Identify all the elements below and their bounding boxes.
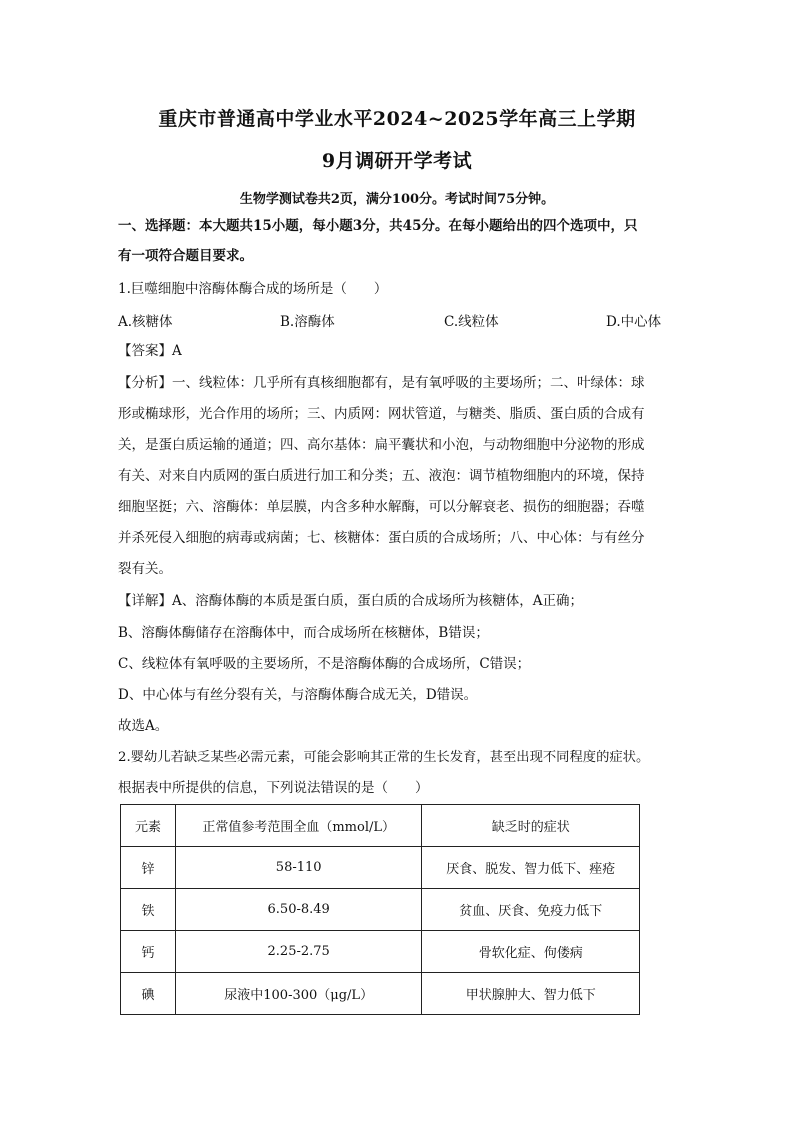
table-cell: 58-110	[175, 847, 422, 889]
table-header-cell: 元素	[121, 805, 176, 847]
option-b: B.溶酶体	[280, 314, 335, 330]
detail-line: D、中心体与有丝分裂有关，与溶酶体酶合成无关，D错误。	[118, 687, 478, 703]
exam-title-line1: 重庆市普通高中学业水平2024~2025学年高三上学期	[158, 108, 636, 130]
exam-title-line2: 9月调研开学考试	[321, 150, 473, 172]
table-cell: 2.25-2.75	[175, 931, 422, 973]
option-a: A.核糖体	[118, 314, 173, 330]
table-cell: 6.50-8.49	[175, 889, 422, 931]
table-header-cell: 缺乏时的症状	[422, 805, 640, 847]
detail-line: 故选A。	[118, 718, 169, 734]
detail-line: C、线粒体有氧呼吸的主要场所，不是溶酶体酶的合成场所，C错误；	[118, 656, 531, 672]
question-1-stem: 1.巨噬细胞中溶酶体酶合成的场所是（ ）	[118, 281, 388, 297]
analysis-line: 裂有关。	[118, 561, 172, 577]
table-cell: 碘	[121, 973, 176, 1015]
table-row	[121, 889, 640, 931]
table-cell: 厌食、脱发、智力低下、痤疮	[422, 847, 640, 889]
section-heading-line2: 有一项符合题目要求。	[118, 248, 253, 264]
table-row	[121, 973, 640, 1015]
option-c: C.线粒体	[444, 314, 499, 330]
analysis-line: 有关、对来自内质网的蛋白质进行加工和分类；五、液泡：调节植物细胞内的环境，保持	[118, 468, 645, 484]
table-cell: 尿液中100-300（μg/L）	[175, 973, 422, 1015]
table-cell: 铁	[121, 889, 176, 931]
table-cell: 甲状腺肿大、智力低下	[422, 973, 640, 1015]
analysis-line: 细胞坚挺；六、溶酶体：单层膜，内含多种水解酶，可以分解衰老、损伤的细胞器；吞噬	[118, 499, 645, 515]
table-cell: 骨软化症、佝偻病	[422, 931, 640, 973]
analysis-line: 【分析】一、线粒体：几乎所有真核细胞都有，是有氧呼吸的主要场所；二、叶绿体：球	[118, 375, 645, 391]
analysis-line: 形或椭球形，光合作用的场所；三、内质网：网状管道，与糖类、脂质、蛋白质的合成有	[118, 406, 645, 422]
elements-table	[120, 804, 640, 1015]
analysis-line: 关，是蛋白质运输的通道；四、高尔基体：扁平囊状和小泡，与动物细胞中分泌物的形成	[118, 437, 645, 453]
table-header-cell: 正常值参考范围全血（mmol/L）	[175, 805, 422, 847]
question-1-answer: 【答案】A	[118, 343, 182, 359]
detail-line: 【详解】A、溶酶体酶的本质是蛋白质，蛋白质的合成场所为核糖体，A正确；	[118, 593, 583, 609]
table-row	[121, 931, 640, 973]
table-row	[121, 847, 640, 889]
option-d: D.中心体	[606, 314, 662, 330]
question-2-stem-line2: 根据表中所提供的信息，下列说法错误的是（ ）	[118, 780, 429, 796]
detail-line: B、溶酶体酶储存在溶酶体中，而合成场所在核糖体，B错误；	[118, 625, 489, 641]
exam-subtitle: 生物学测试卷共2页，满分100分。考试时间75分钟。	[239, 192, 555, 207]
section-heading-line1: 一、选择题：本大题共15小题，每小题3分，共45分。在每小题给出的四个选项中，只	[118, 218, 638, 234]
question-2-stem-line1: 2.婴幼儿若缺乏某些必需元素，可能会影响其正常的生长发育，甚至出现不同程度的症状。	[118, 750, 650, 765]
table-cell: 钙	[121, 931, 176, 973]
table-cell: 贫血、厌食、免疫力低下	[422, 889, 640, 931]
table-cell: 锌	[121, 847, 176, 889]
table-header-row	[121, 805, 640, 847]
analysis-line: 并杀死侵入细胞的病毒或病菌；七、核糖体：蛋白质的合成场所；八、中心体：与有丝分	[118, 530, 645, 546]
